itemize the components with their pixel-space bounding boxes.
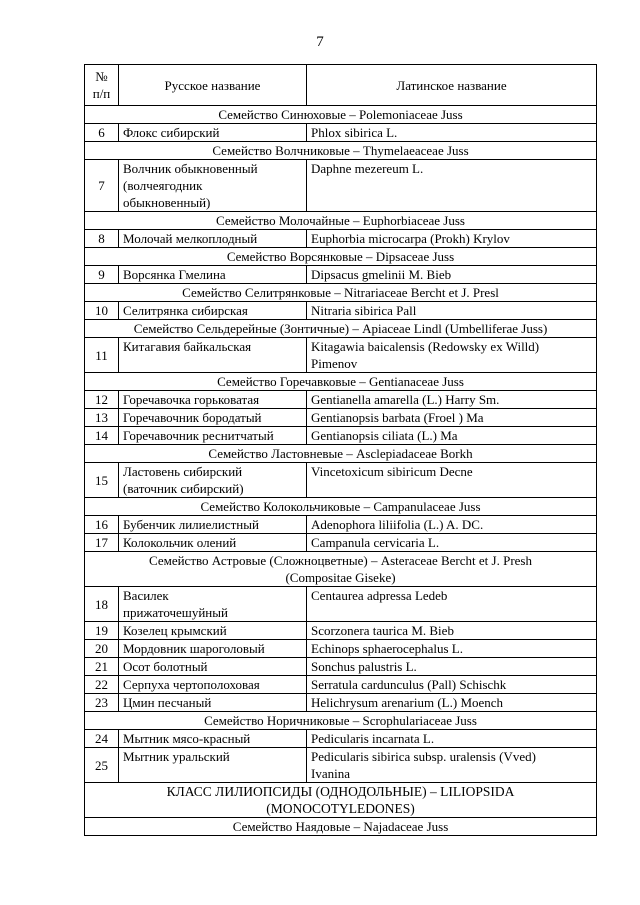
latin-name: Pedicularis sibirica subsp. uralensis (Vved) Ivanina bbox=[307, 748, 597, 783]
family-name: Семейство Колокольчиковые – Campanulaceae Juss bbox=[85, 498, 597, 516]
species-number: 7 bbox=[85, 160, 119, 212]
class-row bbox=[85, 783, 597, 818]
header-num: № п/п bbox=[85, 65, 119, 106]
latin-name: Helichrysum arenarium (L.) Moench bbox=[307, 694, 597, 712]
latin-name: Kitagawia baicalensis (Redowsky ex Willd) Pimenov bbox=[307, 338, 597, 373]
russian-name: Горечавочка горьковатая bbox=[119, 391, 307, 409]
species-row bbox=[85, 640, 597, 658]
russian-name: Василек прижаточешуйный bbox=[119, 587, 307, 622]
family-name: Семейство Молочайные – Euphorbiaceae Juss bbox=[85, 212, 597, 230]
family-row bbox=[85, 284, 597, 302]
species-table-body bbox=[85, 65, 597, 836]
species-row bbox=[85, 694, 597, 712]
family-name: Семейство Наядовые – Najadaceae Juss bbox=[85, 818, 597, 836]
russian-name: Бубенчик лилиелистный bbox=[119, 516, 307, 534]
species-number: 21 bbox=[85, 658, 119, 676]
species-row bbox=[85, 266, 597, 284]
latin-name: Phlox sibirica L. bbox=[307, 124, 597, 142]
class-name: КЛАСС ЛИЛИОПСИДЫ (ОДНОДОЛЬНЫЕ) – LILIOPSIDA (MONOCOTYLEDONES) bbox=[85, 783, 597, 818]
header-russian-name: Русское название bbox=[119, 65, 307, 106]
latin-name: Sonchus palustris L. bbox=[307, 658, 597, 676]
latin-name: Campanula cervicaria L. bbox=[307, 534, 597, 552]
russian-name: Осот болотный bbox=[119, 658, 307, 676]
family-row bbox=[85, 248, 597, 266]
species-row bbox=[85, 730, 597, 748]
species-number: 15 bbox=[85, 463, 119, 498]
page-number: 7 bbox=[316, 34, 324, 50]
species-row bbox=[85, 409, 597, 427]
latin-name: Euphorbia microcarpa (Prokh) Krylov bbox=[307, 230, 597, 248]
family-name: Семейство Ворсянковые – Dipsaceae Juss bbox=[85, 248, 597, 266]
russian-name: Серпуха чертополоховая bbox=[119, 676, 307, 694]
latin-name: Vincetoxicum sibiricum Decne bbox=[307, 463, 597, 498]
latin-name: Scorzonera taurica M. Bieb bbox=[307, 622, 597, 640]
species-row bbox=[85, 516, 597, 534]
latin-name: Nitraria sibirica Pall bbox=[307, 302, 597, 320]
russian-name: Ластовень сибирский (ваточник сибирский) bbox=[119, 463, 307, 498]
russian-name: Ворсянка Гмелина bbox=[119, 266, 307, 284]
russian-name: Мытник уральский bbox=[119, 748, 307, 783]
species-number: 11 bbox=[85, 338, 119, 373]
family-name: Семейство Сельдерейные (Зонтичные) – Apiaceae Lindl (Umbelliferae Juss) bbox=[85, 320, 597, 338]
latin-name: Daphne mezereum L. bbox=[307, 160, 597, 212]
family-row bbox=[85, 818, 597, 836]
family-row bbox=[85, 142, 597, 160]
family-row bbox=[85, 445, 597, 463]
species-row bbox=[85, 338, 597, 373]
russian-name: Козелец крымский bbox=[119, 622, 307, 640]
species-number: 9 bbox=[85, 266, 119, 284]
species-number: 6 bbox=[85, 124, 119, 142]
species-number: 24 bbox=[85, 730, 119, 748]
russian-name: Молочай мелкоплодный bbox=[119, 230, 307, 248]
species-table bbox=[84, 64, 597, 836]
family-row bbox=[85, 552, 597, 587]
family-name: Семейство Синюховые – Polemoniaceae Juss bbox=[85, 106, 597, 124]
family-row bbox=[85, 106, 597, 124]
species-number: 17 bbox=[85, 534, 119, 552]
russian-name: Флокс сибирский bbox=[119, 124, 307, 142]
species-row bbox=[85, 302, 597, 320]
russian-name: Колокольчик олений bbox=[119, 534, 307, 552]
russian-name: Цмин песчаный bbox=[119, 694, 307, 712]
family-row bbox=[85, 498, 597, 516]
family-name: Семейство Астровые (Сложноцветные) – Asteraceae Bercht et J. Presh (Compositae Giseke) bbox=[85, 552, 597, 587]
species-number: 14 bbox=[85, 427, 119, 445]
species-number: 25 bbox=[85, 748, 119, 783]
latin-name: Dipsacus gmelinii M. Bieb bbox=[307, 266, 597, 284]
species-row bbox=[85, 534, 597, 552]
latin-name: Pedicularis incarnata L. bbox=[307, 730, 597, 748]
family-name: Семейство Норичниковые – Scrophulariaceae Juss bbox=[85, 712, 597, 730]
header-latin-name: Латинское название bbox=[307, 65, 597, 106]
species-row bbox=[85, 748, 597, 783]
latin-name: Gentianopsis barbata (Froel ) Ma bbox=[307, 409, 597, 427]
latin-name: Gentianella amarella (L.) Harry Sm. bbox=[307, 391, 597, 409]
species-number: 8 bbox=[85, 230, 119, 248]
species-row bbox=[85, 622, 597, 640]
latin-name: Adenophora liliifolia (L.) A. DC. bbox=[307, 516, 597, 534]
species-row bbox=[85, 427, 597, 445]
family-row bbox=[85, 212, 597, 230]
family-row bbox=[85, 373, 597, 391]
table-header-row bbox=[85, 65, 597, 106]
species-row bbox=[85, 230, 597, 248]
family-row bbox=[85, 320, 597, 338]
species-row bbox=[85, 587, 597, 622]
russian-name: Мытник мясо-красный bbox=[119, 730, 307, 748]
species-number: 13 bbox=[85, 409, 119, 427]
russian-name: Мордовник шароголовый bbox=[119, 640, 307, 658]
russian-name: Волчник обыкновенный (волчеягодник обыкновенный) bbox=[119, 160, 307, 212]
species-number: 19 bbox=[85, 622, 119, 640]
latin-name: Centaurea adpressa Ledeb bbox=[307, 587, 597, 622]
family-row bbox=[85, 712, 597, 730]
russian-name: Горечавочник реснитчатый bbox=[119, 427, 307, 445]
species-number: 18 bbox=[85, 587, 119, 622]
family-name: Семейство Селитрянковые – Nitrariaceae Bercht et J. Presl bbox=[85, 284, 597, 302]
russian-name: Селитрянка сибирская bbox=[119, 302, 307, 320]
species-number: 22 bbox=[85, 676, 119, 694]
species-number: 23 bbox=[85, 694, 119, 712]
family-name: Семейство Ластовневые – Asclepiadaceae Borkh bbox=[85, 445, 597, 463]
species-row bbox=[85, 391, 597, 409]
russian-name: Китагавия байкальская bbox=[119, 338, 307, 373]
family-name: Семейство Горечавковые – Gentianaceae Juss bbox=[85, 373, 597, 391]
species-row bbox=[85, 676, 597, 694]
species-number: 20 bbox=[85, 640, 119, 658]
family-name: Семейство Волчниковые – Thymelaeaceae Juss bbox=[85, 142, 597, 160]
species-row bbox=[85, 124, 597, 142]
latin-name: Gentianopsis ciliata (L.) Ma bbox=[307, 427, 597, 445]
russian-name: Горечавочник бородатый bbox=[119, 409, 307, 427]
species-row bbox=[85, 160, 597, 212]
species-number: 12 bbox=[85, 391, 119, 409]
latin-name: Serratula cardunculus (Pall) Schischk bbox=[307, 676, 597, 694]
species-number: 10 bbox=[85, 302, 119, 320]
species-row bbox=[85, 463, 597, 498]
species-row bbox=[85, 658, 597, 676]
species-number: 16 bbox=[85, 516, 119, 534]
latin-name: Echinops sphaerocephalus L. bbox=[307, 640, 597, 658]
